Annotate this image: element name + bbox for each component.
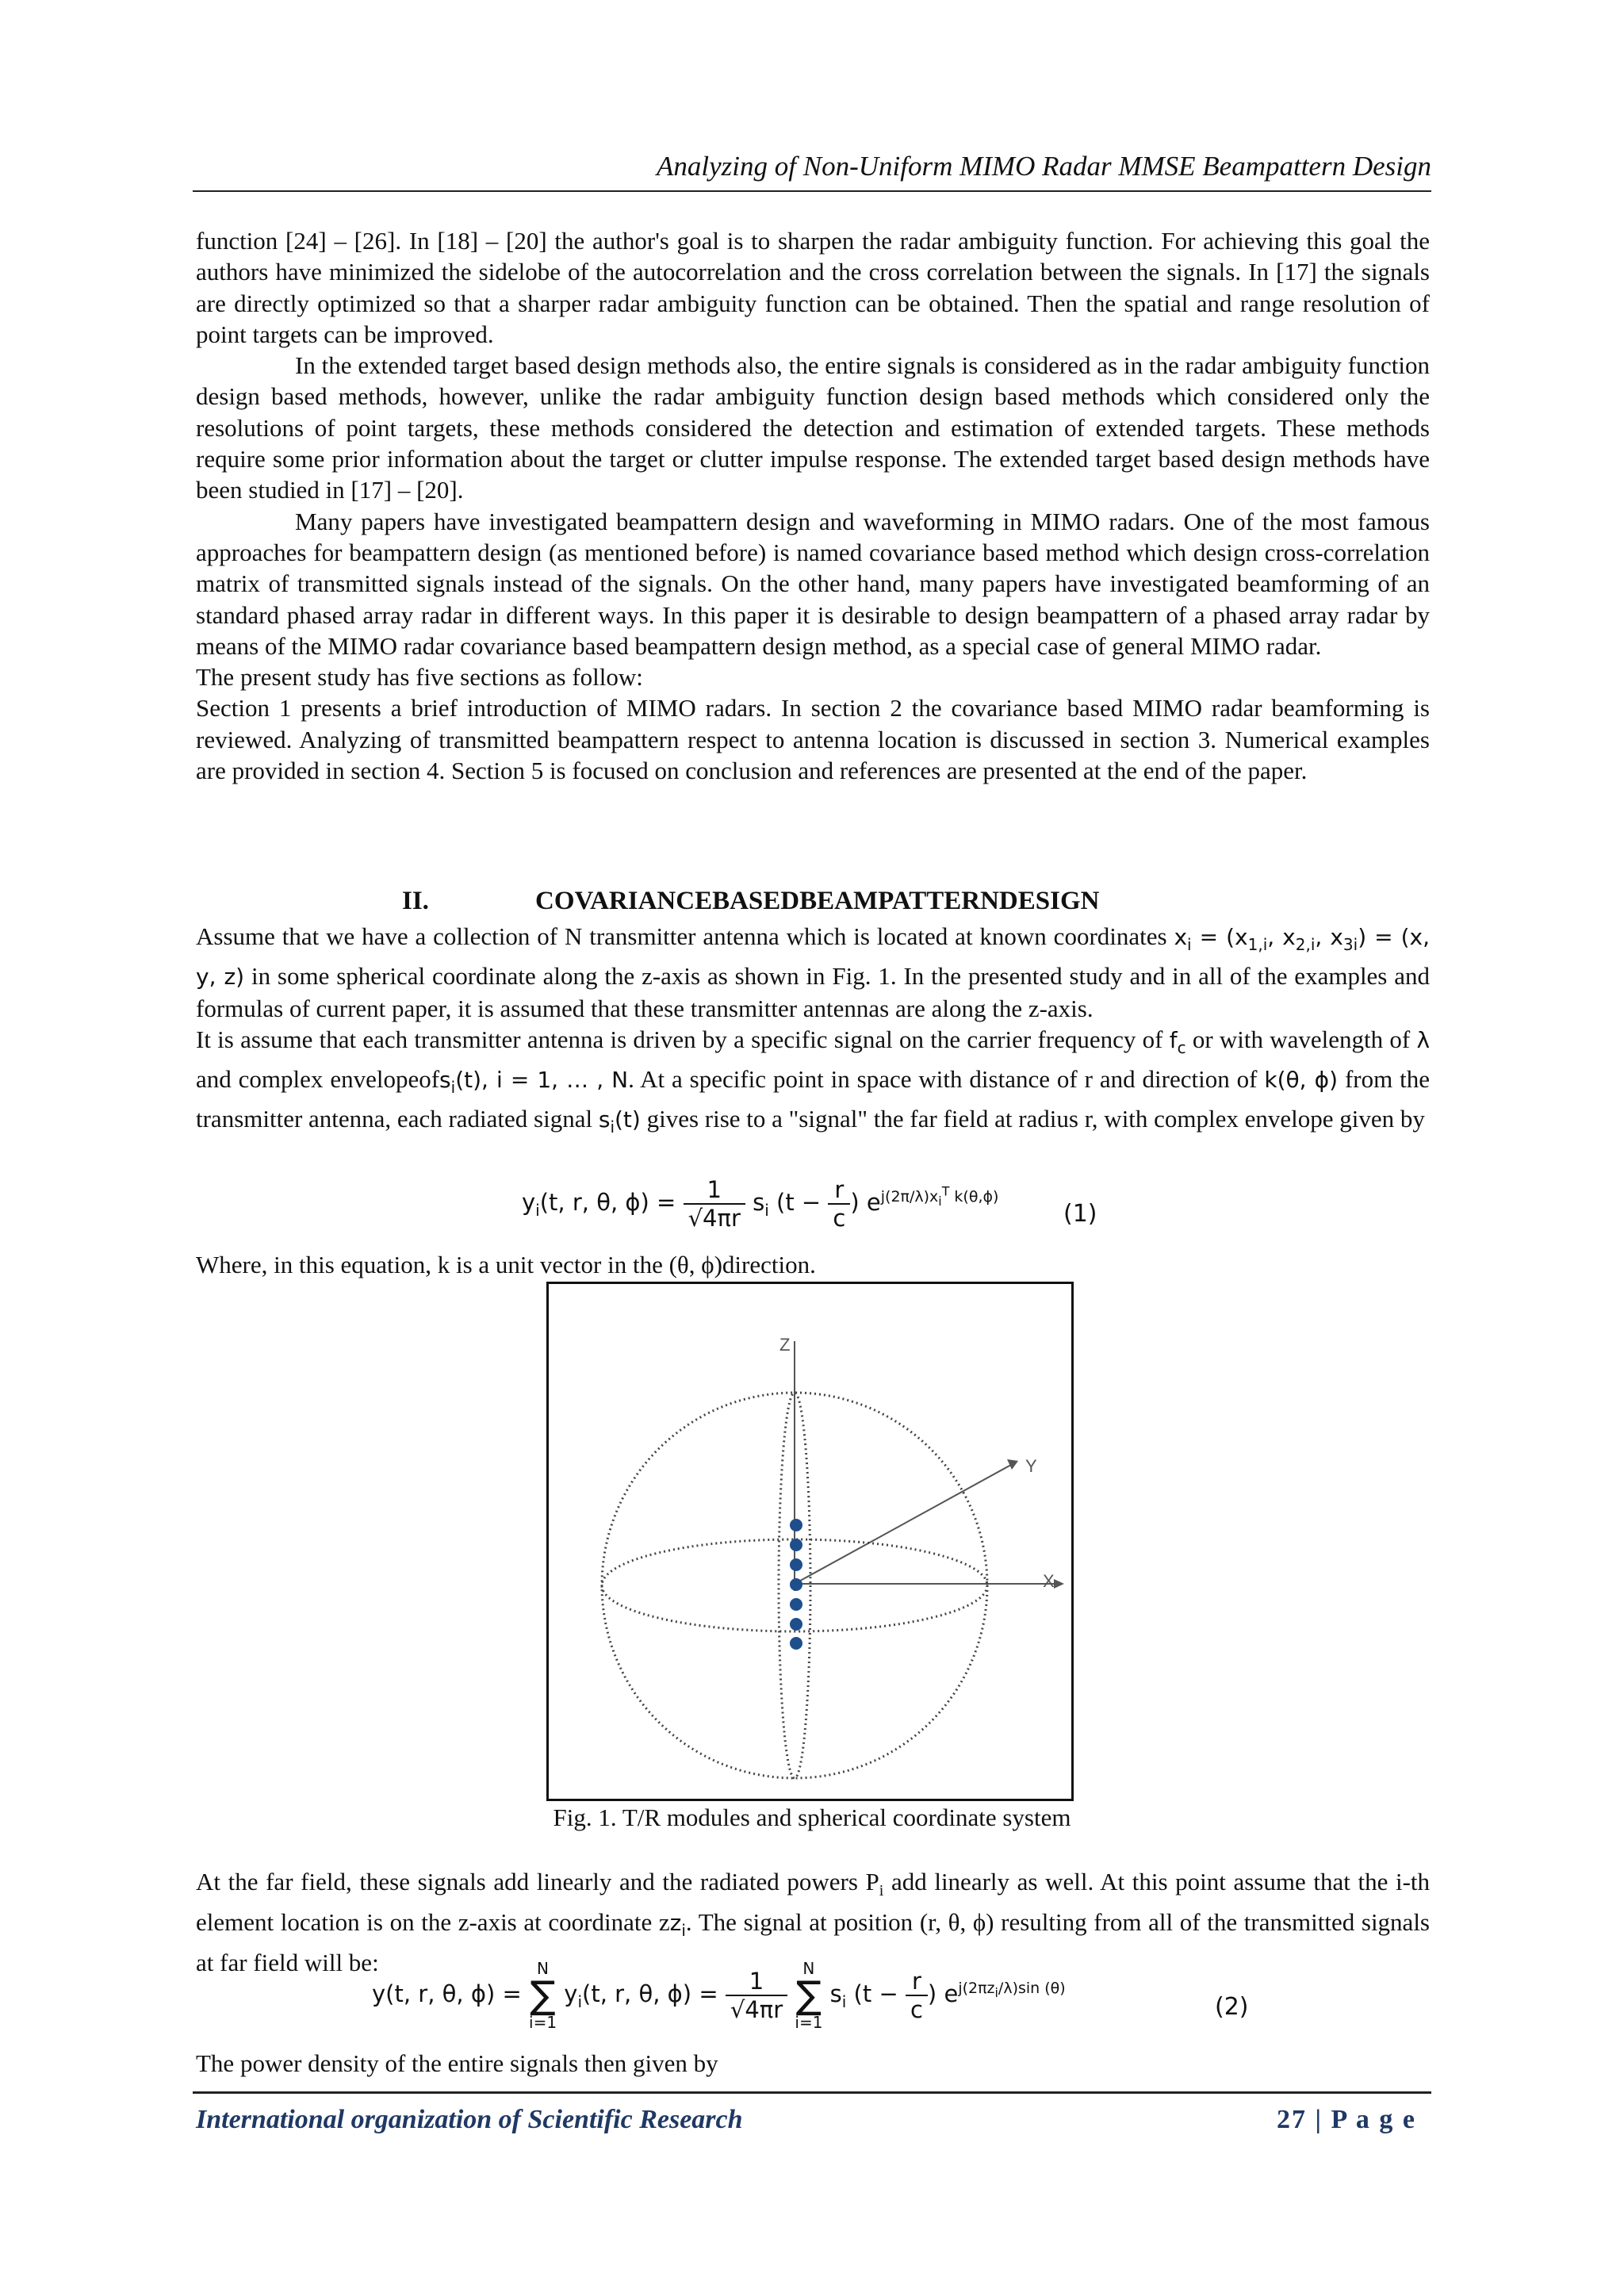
paragraph-5: Section 1 presents a brief introduction of MIMO radars. In section 2 the covariance based MIMO radar beamforming is reviewed. Analyzing of transmitted beampattern respect to antenna location is discussed in section 3. Numerical examples are provided in section 4. Section 5 is focused on conclusion and references are presented at the end of the paper. [196, 694, 1430, 785]
running-header: Analyzing of Non-Uniform MIMO Radar MMSE Beampattern Design [657, 151, 1431, 182]
antenna-element [790, 1637, 802, 1650]
y-axis-line [795, 1465, 1011, 1584]
figure-1 [546, 1282, 1074, 1801]
radiated-signal: $s_i(t)$ [598, 1106, 641, 1137]
carrier-frequency: $f_c$ [1169, 1026, 1186, 1057]
antenna-element [790, 1598, 802, 1611]
footer-page-number: 27 | P a g e [1277, 2105, 1416, 2134]
sec2-paragraph-2: It is assume that each transmitter antenna is driven by a specific signal on the carrier frequency of $f_c$ or with wavelength of λ and complex envelopeofs$_i$(t), i = 1, … , N. At a specific point in space with distance of r and direction of k(θ, ϕ) from the transmitter antenna, each radiated signal $s_i(t)$ gives rise to a "signal" the far field at radius r, with complex envelope given by [196, 1025, 1431, 1137]
section-title: COVARIANCEBASEDBEAMPATTERNDESIGN [535, 887, 1100, 915]
footer-rule [193, 2091, 1431, 2094]
paragraph-4: The present study has five sections as follow: [196, 663, 643, 692]
header-rule [193, 190, 1431, 192]
paragraph-2: In the extended target based design methods also, the entire signals is considered as in the radar ambiguity function design based methods, however, unlike the radar ambiguity function design based methods which considered only the resolutions of point targets, these methods considered the detection and estimation of extended targets. These methods require some prior information about the target or clutter impulse response. The extended target based design methods have been studied in [17] – [20]. [196, 351, 1430, 504]
x-axis-arrow [1054, 1579, 1064, 1589]
antenna-element [790, 1539, 802, 1551]
antenna-element [790, 1578, 802, 1591]
equation-1: $y_i(t$, r, θ, ϕ) = $\frac{1}{√4\pi r}$ $s_i$ (t − $\frac{r}{c}$ ) $e^{j(2\pi/\lambda)x_i^T k(\theta,\phi)}$ [522, 1176, 999, 1232]
axis-label-z: Z [779, 1335, 791, 1355]
antenna-element [790, 1618, 802, 1631]
equation-2: y(t, r, θ, ϕ) = N ∑ i=1 $y_i(t$, r, θ, ϕ) = $\frac{1}{√4\pi r}$ N ∑ i=1 $s_i$ (t − $\frac{r}{c}$ ) $e^{j(2\pi z_i/\lambda)sin (\theta)}$ [372, 1959, 1066, 2032]
axis-label-x: X [1043, 1571, 1055, 1591]
direction-vector: k(θ, ϕ) [1264, 1067, 1339, 1094]
equation-1-number: (1) [1063, 1200, 1097, 1228]
where-line: Where, in this equation, k is a unit vector in the (θ, ϕ)direction. [196, 1251, 816, 1278]
far-field-paragraph: At the far field, these signals add linearly and the radiated powers $P_i$ add linearly as well. At this point assume that the i-th element location is on the z-axis at coordinate $zz_i$. The signal at position (r, θ, ϕ) resulting from all of the transmitted signals at far field will be: [196, 1868, 1431, 1976]
equation-2-number: (2) [1215, 1993, 1249, 2021]
signal-definition: $s_i(t)$, i = 1, … , N [439, 1067, 629, 1098]
paragraph-1: function [24] – [26]. In [18] – [20] the author's goal is to sharpen the radar ambiguity function. For achieving this goal the authors have minimized the sidelobe of the autocorrelation and the cross correlation between the signals. In [17] the signals are directly optimized so that a sharper radar ambiguity function can be obtained. Then the spatial and range resolution of point targets can be improved. [196, 227, 1430, 348]
antenna-element [790, 1519, 802, 1531]
eq2-fraction: $\frac{1}{√4\pi r}$ [726, 1968, 787, 2023]
y-axis-arrow [1007, 1459, 1018, 1470]
section2-text-block [196, 921, 1430, 1144]
section-heading [196, 887, 1430, 920]
power-density-line: The power density of the entire signals then given by [196, 2049, 718, 2077]
wavelength-symbol: λ [1416, 1026, 1431, 1053]
xi-definition: $x_i = (x_{1,i}$, $x_{2,i}$, $x_{3i}) = (x$, y, z) [196, 924, 1431, 991]
eq2-sum-2: N ∑ i=1 [795, 1959, 823, 2032]
sec2-paragraph-1: Assume that we have a collection of N transmitter antenna which is located at known coordinates $x_i = (x_{1,i}$, $x_{2,i}$, $x_{3i}) = (x$, y, z) in some spherical coordinate along the z-axis as shown in Fig. 1. In the presented study and in all of the examples and formulas of current paper, it is assumed that these transmitter antennas are along the z-axis. [196, 922, 1431, 1022]
section-number: II. [402, 887, 429, 915]
spherical-coordinate-diagram [549, 1284, 1071, 1799]
figure-caption: Fig. 1. T/R modules and spherical coordinate system [553, 1803, 1071, 1831]
intro-text-block [196, 225, 1430, 786]
eq1-fraction: $\frac{1}{√4\pi r}$ [684, 1176, 745, 1232]
axis-label-y: Y [1025, 1456, 1037, 1476]
footer-journal: International organization of Scientific Research [196, 2105, 743, 2134]
paragraph-3: Many papers have investigated beampattern design and waveforming in MIMO radars. One of the most famous approaches for beampattern design (as mentioned before) is named covariance based method which design cross-correlation matrix of transmitted signals instead of the signals. On the other hand, many papers have investigated beamforming of an standard phased array radar in different ways. In this paper it is desirable to design beampattern of a phased array radar by means of the MIMO radar covariance based beampattern design method, as a special case of general MIMO radar. [196, 507, 1430, 660]
eq2-sum-1: N ∑ i=1 [529, 1959, 557, 2032]
antenna-element [790, 1558, 802, 1571]
